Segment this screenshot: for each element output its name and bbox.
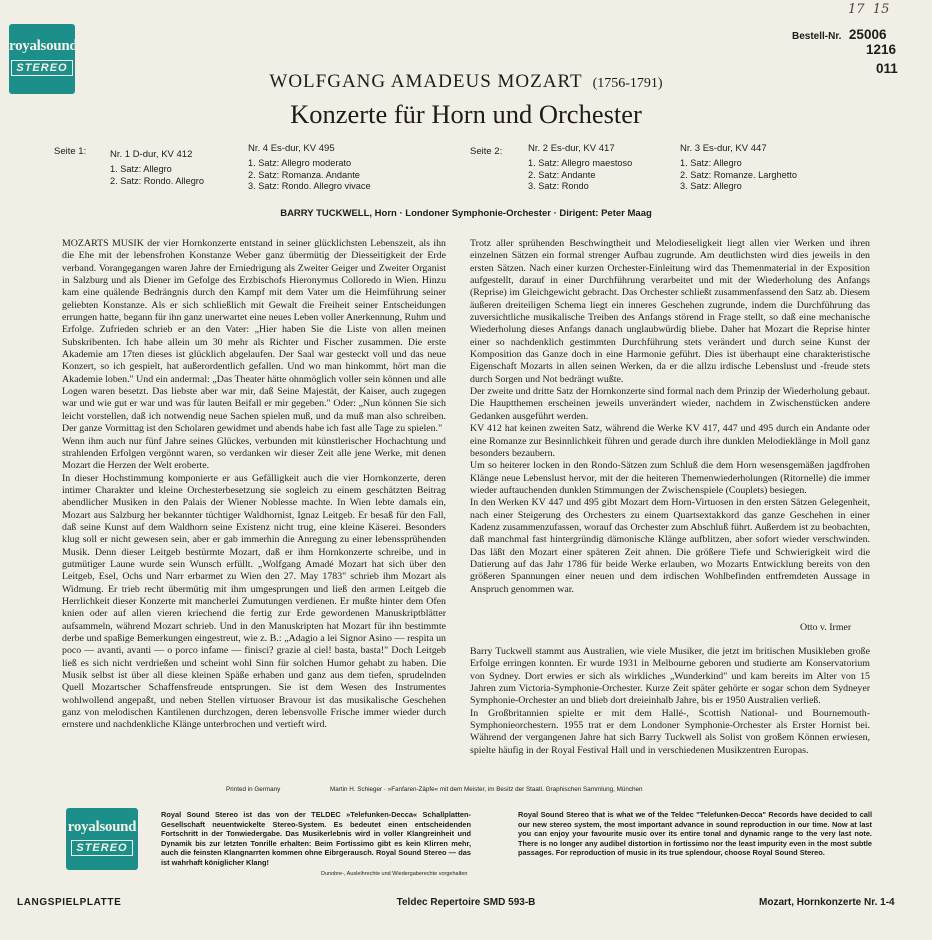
paragraph: In Großbritannien spielte er mit dem Hallé-, Scottish National- und Bournemouth-Symphonieorchestern. 1955 trat er dem Londoner Symphonie-Orchester als Erster Hornist bei. Während der vergangenen Jahre hat sich Barry Tuckwell als Solist von großem Können erwiesen, spielte häufig in der Royal Festival Hall und in verschiedenen Musikzentren Europas. bbox=[470, 707, 870, 756]
catalog-line-2: 1216 bbox=[866, 42, 897, 57]
work-kv447 bbox=[680, 140, 797, 193]
movement: 3. Satz: Rondo. Allegro vivace bbox=[248, 181, 371, 191]
logo-stereo: STEREO bbox=[11, 60, 72, 76]
movement: 2. Satz: Romanze. Larghetto bbox=[680, 169, 797, 180]
movement: 1. Satz: Allegro bbox=[110, 164, 172, 174]
composer-name: WOLFGANG AMADEUS MOZART bbox=[269, 71, 583, 92]
royalsound-logo-bottom bbox=[66, 808, 138, 870]
langspielplatte-label: LANGSPIELPLATTE bbox=[17, 897, 122, 908]
work-title-kv412: Nr. 1 D-dur, KV 412 bbox=[110, 149, 193, 160]
composer-dates: (1756-1791) bbox=[592, 76, 663, 91]
order-label: Bestell-Nr. bbox=[792, 31, 842, 42]
liner-notes-right bbox=[470, 238, 870, 596]
paragraph: In den Werken KV 447 und 495 gibt Mozart dem Horn-Virtuosen in den ersten Sätzen Gelegenheit, nach einer Steigerung des Orchesters zu einem Quartsextakkord das ganze Geschehen in einer Kadenz zusammenzufassen, worauf das Orchester zum Abschluß führt. Außerdem ist zu beobachten, daß manchmal fast hintergründig dämonische Klänge aufblitzen, aber sofort wieder verschwinden. Das läßt den Mozart einer späteren Zeit ahnen. Die größere Tiefe und Schwierigkeit wird die Datierung auf das Jahr 1786 für beide Werke erlauben, wo Mozarts Entwicklung bereits von den größeren Spannungen einer neuen und dem irdischen Wohlbefinden entfremdeten Aussage in Anspruch genommen war. bbox=[470, 497, 870, 595]
movement: 2. Satz: Romanza. Andante bbox=[248, 169, 360, 180]
side-1-label: Seite 1: bbox=[54, 146, 87, 157]
paragraph: Barry Tuckwell stammt aus Australien, wie viele Musiker, die jetzt im britischen Musikleben große Erfolge erringen konnten. Er wurde 1931 in Melbourne geboren und studierte am Konservatorium von Sydney. Dort erwies er sich als wirkliches „Wunderkind" und kam bereits im Alter von 15 Jahren zum Victoria-Symphonie-Orchester. Kurze Zeit später gehörte er sogar schon dem Sydneyer Symphonie-Orchester an und blieb dort dreieinhalb Jahre, bis er 1950 Australien verließ. bbox=[470, 646, 870, 707]
repertoire-label: Teldec Repertoire SMD 593-B bbox=[396, 897, 536, 908]
work-title-kv495: Nr. 4 Es-dur, KV 495 bbox=[248, 143, 335, 154]
performers-line: BARRY TUCKWELL, Horn · Londoner Symphonie-Orchester · Dirigent: Peter Maag bbox=[280, 208, 652, 219]
movement: 2. Satz: Andante bbox=[528, 169, 596, 180]
order-number: 25006 bbox=[848, 27, 887, 42]
work-title-kv417: Nr. 2 Es-dur, KV 417 bbox=[528, 143, 615, 154]
paragraph: Trotz aller sprühenden Beschwingtheit und Melodieseligkeit liegt allen vier Werken und ihren einzelnen Sätzen ein formal strenger Aufbau zugrunde. Am deutlichsten wird dies jeweils in den ersten Sätzen. Nach einer kurzen Orchester-Einleitung wird das Themenmaterial in der Exposition aufgestellt, darauf in einer Durchführung verarbeitet und mit der Wiederholung des Anfangs (Reprise) im Gleichgewicht gebracht. Das Orchester schließt zusammenfassend den Satz ab. Diesem äußeren dreiteiligen Schema liegt ein inneres Geschehen zugrunde, indem die Durchführung das zuversichtliche musikalische Treiben des Anfangs störend in Frage stellt, so daß eine mechanische Wiederholung dieses Anfangs danach unglaubwürdig bliebe. Daher hat Mozart die Reprise hinter einer so nachdenklich gestimmten Durchführung stets verändert und durch seine Kunst der Komposition das Ganze doch in eine Harmonie geführt. Dies ist überhaupt eine charakteristische Eigenschaft Mozarts in allen seinen Werken, da er die allzu irdische Lebenslust und -freude stets durch Sorgen und Not bedrängt wußte. bbox=[470, 238, 870, 385]
liner-notes-left bbox=[62, 238, 446, 732]
stereo-text-en: Royal Sound Stereo that is what we of the Teldec "Telefunken-Decca" Records have decided to call our new stereo system, the most important advance in sound reproduction in our time. Now at last you can enjoy your favourite music over its entire tonal and dynamic range to the very last note. There is no longer any audibel distortion in fortissimo nor the least impurity even in the most subtle passages. For reproduction of music in its true splendour, choose Royal Sound Stereo. bbox=[518, 810, 872, 858]
order-number-block bbox=[792, 26, 920, 44]
logo-word: royalsound bbox=[9, 38, 78, 54]
cover-credit: Martin H. Schieger · »Fanfaren-Zäpfe« mit dem Meister, im Besitz der Staatl. Graphischen Sammlung, München bbox=[330, 786, 643, 793]
movement: 1. Satz: Allegro maestoso bbox=[528, 158, 633, 168]
paragraph: Der zweite und dritte Satz der Hornkonzerte sind formal nach dem Prinzip der Wiederholung gebaut. Die Hauptthemen erscheinen jeweils unverändert wieder, nachdem in Zwischenstücken andere Gedanken ausgeführt werden. bbox=[470, 386, 870, 422]
biography bbox=[470, 646, 870, 757]
logo-stereo: STEREO bbox=[71, 840, 132, 856]
paragraph: In dieser Hochstimmung komponierte er aus Gefälligkeit auch die vier Hornkonzerte, deren intimer Charakter und kleine Orchesterbesetzung sie sogleich zu einem geschätzten Beitrag abendlicher Musiken in den Palais der Wiener Noblesse machte. In Wien lebte damals ein, Mozart aus Salzburg her bekannter tüchtiger Waldhornist, Ignaz Leitgeb. Er besaß für den Fall, daß seine Kunst auf dem Waldhorn seine Existenz nicht trug, eine kleine Käserei. Besonders klug soll er nicht gewesen sein, aber er gab immerhin die Anregung zu einer lebenssprühenden Musik. Denn dieser Leitgeb bestürmte Mozart, daß er ihm Hornkonzerte schreibe, und in gutmütiger Laune wurde sein Wunsch erfüllt. „Wolfgang Amadé Mozart hat sich über den Leitgeb, Esel, Ochs und Narr erbarmet zu Wien den 27. May 1783" schrieb ihm Mozart als Widmung. Er trieb recht übermütig mit ihm umgesprungen und ließ den armen Leitgeb die Herrlichkeit dieser Konzerte mit mancherlei Zumutungen verdienen. Er mußte hinter dem Ofen knien oder auf allen vieren kriechend die fertig zur Erde gewordenen Manuskriptblätter aufsammeln, während Mozart schrieb. Und in den Manuskripten hat Mozart für ihn bestimmte derbe und spaßige Bemerkungen eingestreut, wie z. B.: „Adagio a lei Signor Asino — respita un poco — avanti, avanti — o porco infame — finisci? grazie al ciel! basta, basta!" Doch Leitgeb ließ es sich nicht verdrießen und scheint wohl Sinn für solchen Humor gehabt zu haben. Die Musik selbst ist über all diese kleinen Späße erhaben und ganz aus dem tiefen, sprudelnden Quell Mozartscher Schaffensfreude entsprungen. Sie ist dem Wesen des Instrumentes wohlwollend angepaßt, und neben Stellen virtuoser Bravour ist das musikalische Geschehen ganz von melodischen Kantilenen durchzogen, deren lebensvolle Frische immer wieder durch ernstere und nachdenkliche Klänge unterbrochen und vertieft wird. bbox=[62, 472, 446, 731]
work-kv417 bbox=[528, 140, 632, 193]
contents-label: Mozart, Hornkonzerte Nr. 1-4 bbox=[759, 897, 895, 908]
logo-word: royalsound bbox=[67, 819, 137, 835]
work-title-kv447: Nr. 3 Es-dur, KV 447 bbox=[680, 143, 767, 154]
movement: 1. Satz: Allegro bbox=[680, 158, 742, 168]
movement: 3. Satz: Allegro bbox=[680, 181, 742, 191]
rights-notice: Dunobre-, Ausleihrechte und Wiedergaberechte vorgehalten bbox=[321, 870, 468, 877]
side-2-label: Seite 2: bbox=[470, 146, 503, 157]
author-signature: Otto v. Irmer bbox=[800, 622, 852, 633]
movement: 3. Satz: Rondo bbox=[528, 181, 589, 191]
stereo-info-german bbox=[161, 810, 471, 877]
movement: 1. Satz: Allegro moderato bbox=[248, 158, 352, 168]
printed-in-germany: Printed in Germany bbox=[226, 786, 281, 793]
paragraph: Wenn ihm auch nur fünf Jahre seines Glückes, verbunden mit künstlerischer Hochachtung und strahlenden Erfolgen vergönnt waren, so verdanken wir dieser Zeit alle jene Werke, mit denen Mozart die Herzen der Welt eroberte. bbox=[62, 435, 446, 472]
stereo-info-english bbox=[518, 810, 872, 858]
composer-line bbox=[0, 71, 932, 93]
work-kv412 bbox=[110, 146, 204, 187]
movement: 2. Satz: Rondo. Allegro bbox=[110, 175, 204, 186]
work-title: Konzerte für Horn und Orchester bbox=[290, 99, 642, 129]
stereo-text-de: Royal Sound Stereo ist das von der TELDEC »Telefunken-Decca« Schallplatten-Gesellschaft neuentwickelte Stereo-System. Es bedeutet einen entscheidenden Fortschritt in der Tonwiedergabe. Das Musikerlebnis wird in voller Klangreinheit und Dynamik bis zur letzten Tonrille erhalten: Beim Fortissimo gibt es kein Klirren mehr, auch die feinsten Klangnarrten kommen ohne Eibrgerausch. Royal Sound Stereo — das ist wahrhaft königlicher Klang! bbox=[161, 810, 471, 867]
work-kv495 bbox=[248, 140, 371, 193]
paragraph: KV 412 hat keinen zweiten Satz, während die Werke KV 417, 447 und 495 durch ein Andante oder eine Romanze zur Besinnlichkeit führen und gerade durch ihre dunklen Melodieklänge in Moll ganz besonders bezaubern. bbox=[470, 423, 870, 459]
paragraph: MOZARTS MUSIK der vier Hornkonzerte entstand in seiner glücklichsten Lebenszeit, als ihn die Ehe mit der lebensfrohen Konstanze Weber ganz übermütig der Diesseitigkeit der Erde verband. Vorangegangen waren Jahre der Erniedrigung als Zweiter Geiger und Zweiter Organist in Salzburg und als Diener im Gefolge des Erzbischofs Hieronymus Colloredo in Wien. Hinzu kam eine quälende Bedrängnis durch den Kampf mit dem Vater um die Heimführung seiner geliebten Konstanze. Als er sich schließlich mit Gewalt die Freiheit seiner Entscheidungen errungen hatte, begann für ihn ganz unerwartet eine neues Leben voller Anerkennung, Ruhm und Erfolge. Zufrieden schrieb er an den Vater: „Hier haben Sie die Liste von allen meinen Subskribenten. Ich habe allein um 30 mehr als Richter und Fischer zusammen. Die erste Akademie am 17ten dieses ist glücklich abgelaufen. Der Saal war gesteckt voll und das neue Konzert, so ich gespielt, hat außerordentlich gefallen. Und wo man hinkommt, hört man die Akademie loben." Und ein andermal: „Das Theater hätte ohnmöglich voller sein können und alle Logen waren besetzt. Das liebste aber war mir, daß Seine Majestät, der Kaiser, auch zugegen war und wie gut er war und was für lauten Beifall er mir gegeben." Oder: „Nun können Sie sich leicht vorstellen, daß ich notwendig neue Sachen spielen muß, und da muß man also schreiben. Der ganze Vormittag ist den Scholaren gewidmet und abends habe ich fast alle Tage zu spielen." bbox=[62, 238, 446, 435]
handwritten-note: 17 15 bbox=[848, 2, 890, 17]
paragraph: Um so heiterer locken in den Rondo-Sätzen zum Schluß die dem Horn wesensgemäßen jagdfrohen Klänge neue Lebenslust hervor, mit der die heiteren Themenwiederholungen (Ritornelle) die immer wieder auftauchenden dunklen Stimmungen der Zwischenspiele (Couplets) besiegen. bbox=[470, 460, 870, 496]
catalog-line-3: 011 bbox=[876, 61, 898, 76]
